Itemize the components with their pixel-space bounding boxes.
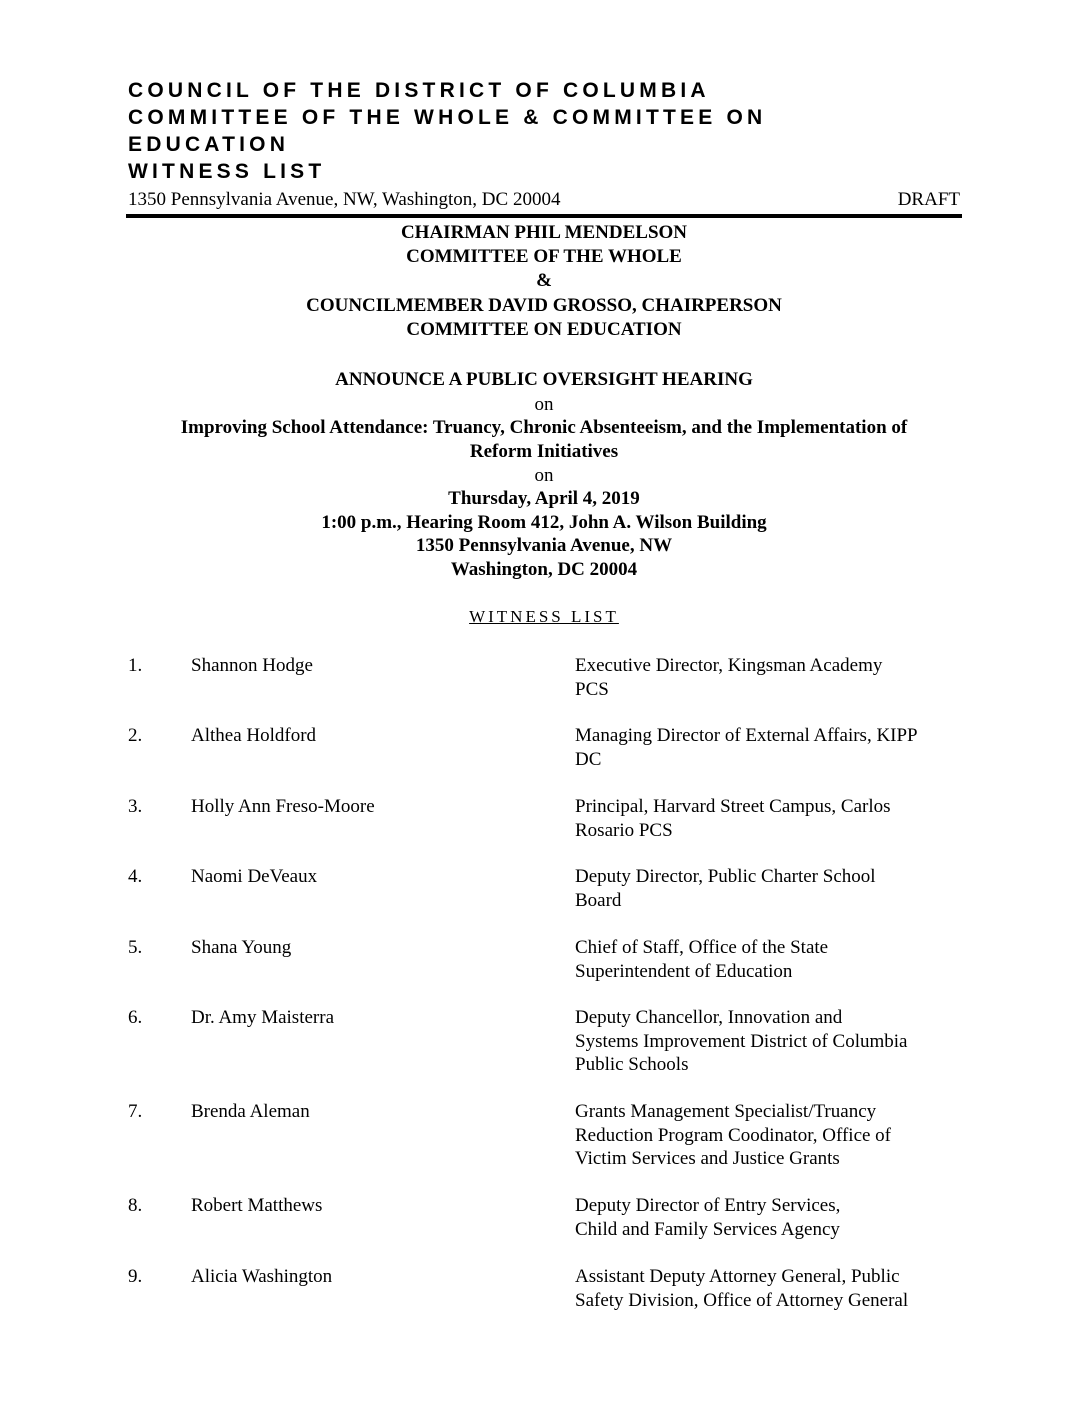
affiliation-line: Superintendent of Education: [575, 960, 793, 982]
chair-line-1: CHAIRMAN PHIL MENDELSON: [400, 222, 688, 243]
witness-affiliation: [575, 1194, 965, 1241]
witness-number: 4.: [128, 866, 143, 887]
witness-number: 2.: [128, 725, 143, 746]
affiliation-line: Deputy Chancellor, Innovation and: [575, 1007, 843, 1028]
council-title: COUNCIL OF THE DISTRICT OF COLUMBIA: [128, 79, 710, 102]
witness-number: 6.: [128, 1007, 143, 1028]
hearing-topic-line-1: Improving School Attendance: Truancy, Chronic Absenteeism, and the Implementation of: [180, 417, 908, 438]
hearing-date: Thursday, April 4, 2019: [448, 488, 640, 509]
affiliation-line: Public Schools: [575, 1054, 689, 1075]
witness-list-heading: WITNESS LIST: [469, 607, 619, 626]
hearing-city: Washington, DC 20004: [450, 559, 638, 580]
affiliation-line: Principal, Harvard Street Campus, Carlos: [575, 796, 891, 817]
witness-name: Holly Ann Freso-Moore: [191, 796, 375, 817]
witness-name: Robert Matthews: [191, 1195, 323, 1216]
affiliation-line: Child and Family Services Agency: [575, 1218, 840, 1240]
witness-number: 9.: [128, 1266, 143, 1287]
affiliation-line: Rosario PCS: [575, 819, 673, 841]
chair-line-4: COUNCILMEMBER DAVID GROSSO, CHAIRPERSON: [306, 295, 782, 316]
witness-name: Naomi DeVeaux: [191, 866, 318, 887]
affiliation-line: Reduction Program Coodinator, Office of: [575, 1124, 892, 1146]
witness-affiliation: [575, 724, 965, 771]
affiliation-line: Deputy Director, Public Charter School: [575, 866, 876, 887]
witness-name: Althea Holdford: [191, 725, 317, 746]
witness-affiliation: [575, 936, 965, 983]
committee-title: COMMITTEE OF THE WHOLE & COMMITTEE ON: [128, 106, 767, 129]
witness-number: 8.: [128, 1195, 143, 1216]
witness-affiliation: [575, 865, 965, 912]
document-type-title: WITNESS LIST: [128, 160, 326, 183]
witness-number: 5.: [128, 937, 143, 958]
header-rule: [126, 214, 962, 218]
affiliation-line: Victim Services and Justice Grants: [575, 1148, 840, 1169]
chair-line-5: COMMITTEE ON EDUCATION: [406, 319, 682, 340]
affiliation-line: Safety Division, Office of Attorney General: [575, 1289, 909, 1311]
chair-ampersand: &: [536, 270, 552, 291]
witness-number: 1.: [128, 655, 143, 676]
affiliation-line: Managing Director of External Affairs, KIPP: [575, 725, 918, 746]
witness-name: Shannon Hodge: [191, 655, 313, 676]
witness-affiliation: [575, 1265, 965, 1312]
affiliation-line: Assistant Deputy Attorney General, Public: [575, 1266, 900, 1287]
witness-name: Dr. Amy Maisterra: [191, 1007, 335, 1028]
hearing-on-1: on: [534, 394, 554, 415]
affiliation-line: Grants Management Specialist/Truancy: [575, 1101, 877, 1122]
committee-title-cont: EDUCATION: [128, 133, 290, 156]
chair-line-2: COMMITTEE OF THE WHOLE: [406, 246, 682, 267]
witness-number: 3.: [128, 796, 143, 817]
witness-name: Shana Young: [191, 937, 292, 958]
affiliation-line: PCS: [575, 678, 609, 700]
witness-affiliation: [575, 654, 965, 701]
hearing-street: 1350 Pennsylvania Avenue, NW: [415, 535, 673, 556]
witness-name: Alicia Washington: [191, 1266, 333, 1287]
witness-name: Brenda Aleman: [191, 1101, 310, 1122]
header-address: 1350 Pennsylvania Avenue, NW, Washington, DC 20004: [128, 189, 561, 210]
hearing-on-2: on: [534, 465, 554, 486]
affiliation-line: Executive Director, Kingsman Academy: [575, 655, 883, 676]
witness-affiliation: [575, 795, 965, 842]
affiliation-line: Systems Improvement District of Columbia: [575, 1030, 908, 1052]
hearing-time-place: 1:00 p.m., Hearing Room 412, John A. Wilson Building: [321, 512, 767, 533]
affiliation-line: Board: [575, 889, 622, 911]
affiliation-line: Deputy Director of Entry Services,: [575, 1195, 841, 1216]
hearing-topic-line-2: Reform Initiatives: [469, 441, 619, 462]
witness-affiliation: [575, 1100, 965, 1171]
hearing-announcement: ANNOUNCE A PUBLIC OVERSIGHT HEARING: [335, 369, 753, 390]
witness-affiliation: [575, 1006, 965, 1077]
witness-number: 7.: [128, 1101, 143, 1122]
draft-label: DRAFT: [897, 189, 960, 210]
affiliation-line: DC: [575, 748, 602, 770]
affiliation-line: Chief of Staff, Office of the State: [575, 937, 829, 958]
